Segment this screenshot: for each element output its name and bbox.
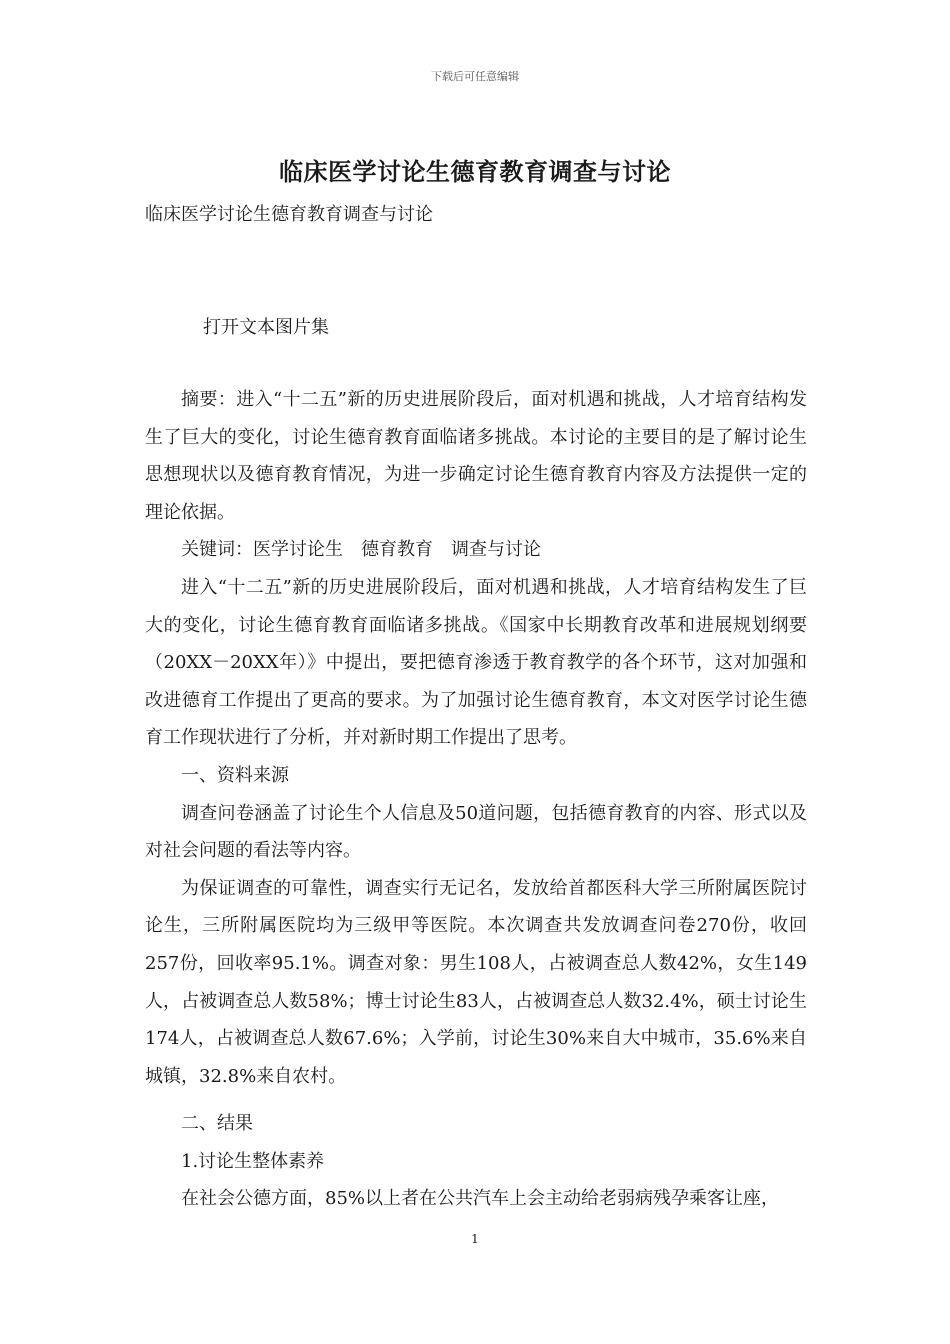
section-heading-results: 二、结果 bbox=[181, 1113, 253, 1135]
abstract-paragraph: 摘要：进入“十二五”新的历史进展阶段后，面对机遇和挑战，人才培育结构发生了巨大的变化，讨论生德育教育面临诸多挑战。本讨论的主要目的是了解讨论生思想现状以及德育教育情况，为进一步确定讨论生德育教育内容及方法提供一定的理论依据。 bbox=[145, 389, 807, 523]
page-number: 1 bbox=[471, 1232, 479, 1246]
sources-paragraph-1: 调查问卷涵盖了讨论生个人信息及50道问题，包括德育教育的内容、形式以及对社会问题的看法等内容。 bbox=[145, 802, 807, 862]
document-subtitle: 临床医学讨论生德育教育调查与讨论 bbox=[145, 204, 433, 225]
section-heading-sources: 一、资料来源 bbox=[181, 764, 289, 786]
document-body bbox=[145, 381, 807, 1218]
open-image-set-link[interactable]: 打开文本图片集 bbox=[203, 317, 329, 338]
subsection-heading-overall: 1.讨论生整体素养 bbox=[181, 1150, 325, 1172]
results-paragraph-1: 在社会公德方面，85%以上者在公共汽车上会主动给老弱病残孕乘客让座， bbox=[181, 1188, 780, 1210]
header-note: 下载后可任意编辑 bbox=[431, 70, 519, 83]
document-title: 临床医学讨论生德育教育调查与讨论 bbox=[279, 157, 671, 186]
keywords-paragraph: 关键词：医学讨论生 德育教育 调查与讨论 bbox=[181, 539, 541, 561]
sources-paragraph-2: 为保证调查的可靠性，调查实行无记名，发放给首都医科大学三所附属医院讨论生，三所附属医院均为三级甲等医院。本次调查共发放调查问卷270份，收回257份，回收率95.1%。调查对象：男生108人，占被调查总人数42%，女生149人，占被调查总人数58%；博士讨论生83人，占被调查总人数32.4%，硕士讨论生174人，占被调查总人数67.6%；入学前，讨论生30%来自大中城市，35.6%来自城镇，32.8%来自农村。 bbox=[145, 877, 807, 1087]
intro-paragraph: 进入“十二五”新的历史进展阶段后，面对机遇和挑战，人才培育结构发生了巨大的变化，讨论生德育教育面临诸多挑战。《国家中长期教育改革和进展规划纲要（20XX－20XX年）》中提出，要把德育渗透于教育教学的各个环节，这对加强和改进德育工作提出了更高的要求。为了加强讨论生德育教育，本文对医学讨论生德育工作现状进行了分析，并对新时期工作提出了思考。 bbox=[145, 576, 807, 749]
